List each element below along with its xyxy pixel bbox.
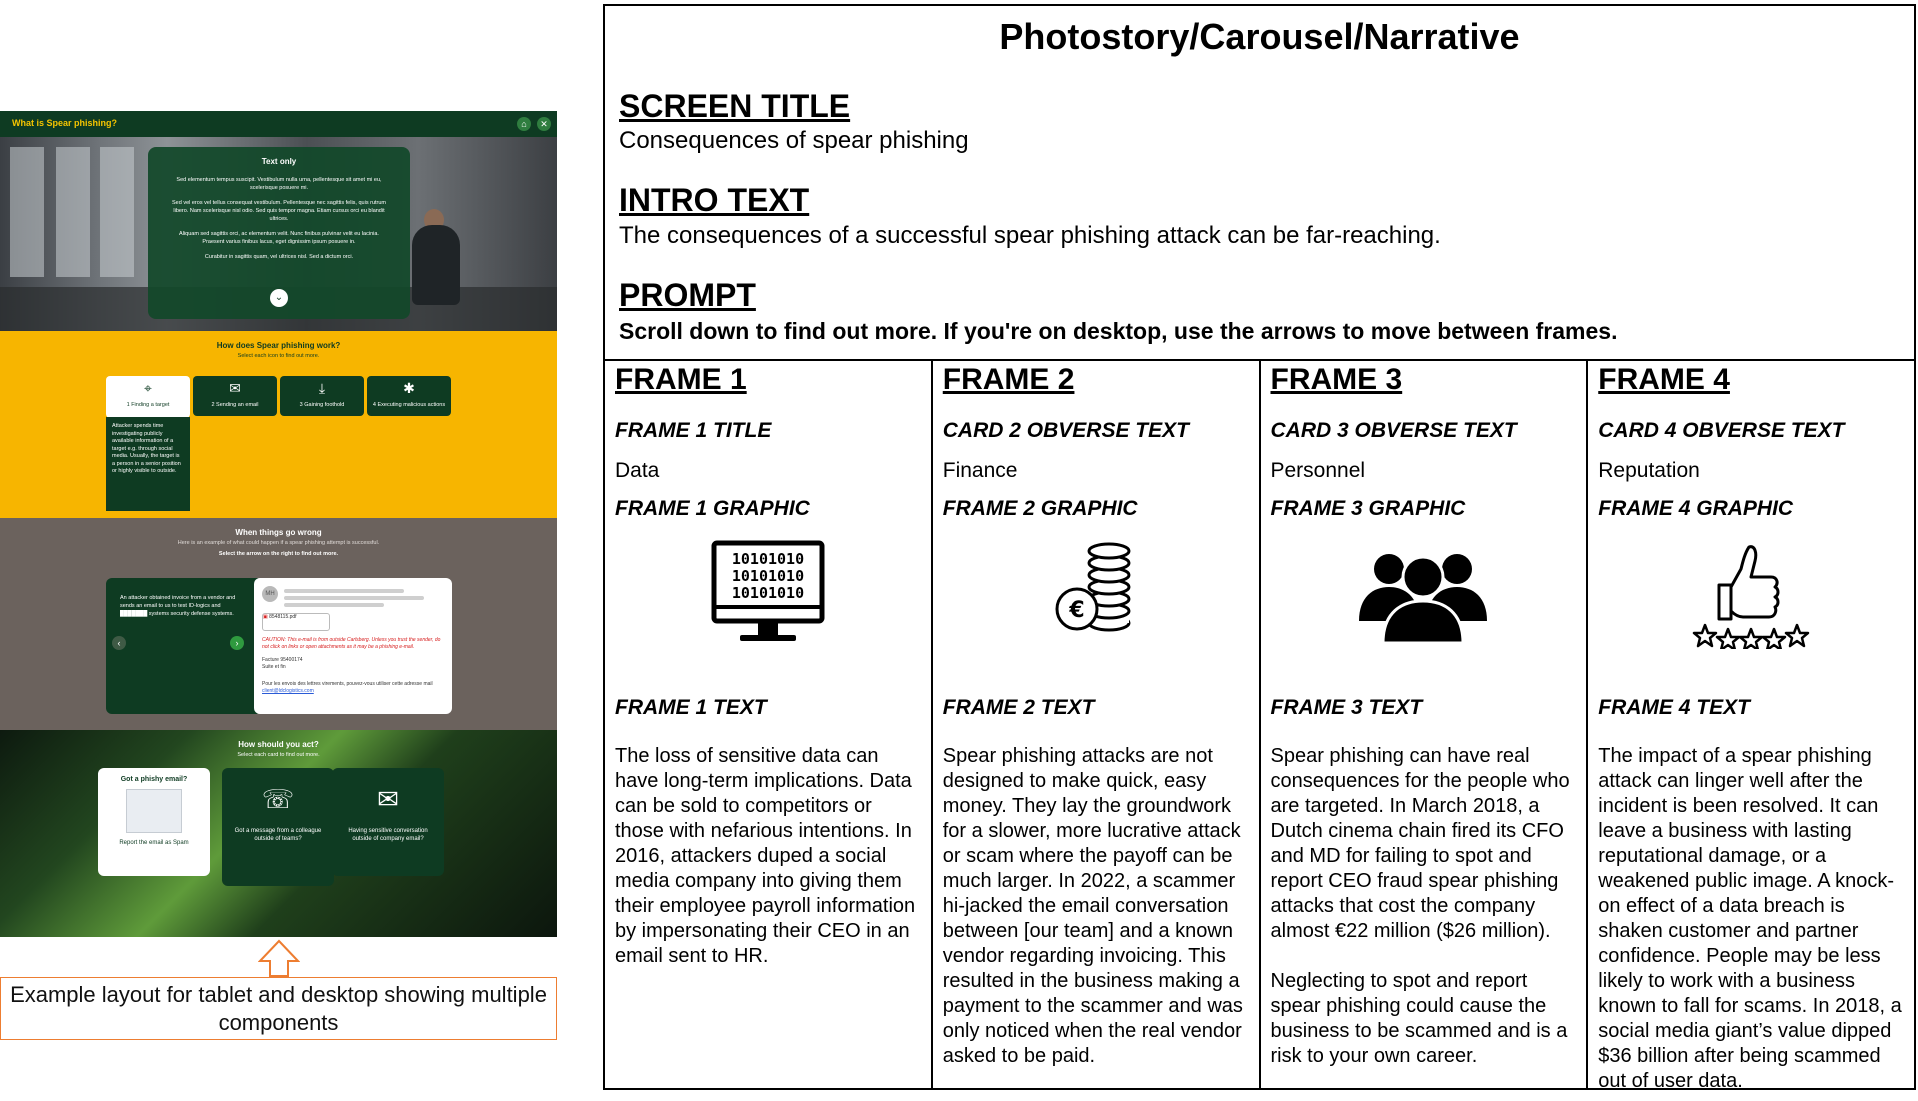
frame-heading: FRAME 4 (1598, 363, 1730, 396)
layout-mockup (0, 111, 557, 937)
tab-finding-target[interactable] (106, 376, 190, 418)
action-card-colleague-message[interactable] (222, 768, 334, 886)
frame-text-body (1271, 744, 1579, 1069)
scenario-text: An attacker obtained invoice from a vendor and sends an email to us to test ID-logics and ███████ systems security defense systems. (120, 595, 236, 617)
mockup-header (0, 111, 557, 137)
prompt-value: Scroll down to find out more. If you're on desktop, use the arrows to move between frames. (619, 318, 1618, 344)
email-footer-text: Pour les envois des lettres virements, pouvez-vous utiliser cette adresse mail (262, 681, 433, 687)
frame-text-body (943, 744, 1251, 1069)
when-things-go-wrong-section (0, 518, 557, 730)
frame-4-column (1588, 361, 1914, 1090)
svg-text:10101010: 10101010 (731, 567, 804, 585)
close-icon[interactable]: ✕ (537, 117, 551, 131)
binary-monitor-icon (605, 539, 931, 669)
frame-text-paragraph: The loss of sensitive data can have long-term implications. Data can be sold to competitors or those with nefarious intentions. In 2016, attackers duped a social media company into giving them their employee payroll information by impersonating their CEO in an email sent to HR. (615, 745, 916, 967)
chevron-down-icon[interactable]: ⌄ (270, 289, 288, 307)
tab-number: 3 (299, 402, 303, 408)
frame-3-column (1261, 361, 1589, 1090)
next-arrow-icon[interactable]: › (230, 636, 244, 650)
frame-title-value: Reputation (1598, 459, 1700, 482)
frame-title-value: Data (615, 459, 660, 482)
previous-arrow-icon[interactable]: ‹ (112, 636, 126, 650)
attachment-chip[interactable] (262, 613, 330, 631)
mockup-header-title: What is Spear phishing? (12, 118, 118, 128)
how-subheading: Select each icon to find out more. (237, 353, 320, 359)
euro-coins-icon (933, 539, 1259, 669)
frame-text-body (1598, 744, 1906, 1094)
frame-text-label: FRAME 2 TEXT (942, 696, 1095, 719)
redacted-line (284, 589, 404, 593)
action-card-label: Got a message from a colleague outside of teams? (234, 828, 322, 842)
hero-section (0, 137, 557, 331)
tab-label: Finding a target (131, 402, 170, 408)
wrong-instruction: Select the arrow on the right to find out more. (218, 551, 339, 557)
screen-title-value: Consequences of spear phishing (619, 127, 969, 154)
frame-title-label: CARD 4 OBVERSE TEXT (1598, 419, 1845, 442)
tab-label: Sending an email (216, 402, 259, 408)
tab-label: Executing malicious actions (377, 402, 446, 408)
how-should-you-act-section (0, 730, 557, 937)
frame-heading: FRAME 1 (615, 363, 747, 396)
frame-title-label: CARD 3 OBVERSE TEXT (1270, 419, 1517, 442)
paragraph-gap (1271, 944, 1579, 969)
redacted-line (284, 596, 424, 600)
spec-title: Photostory/Carousel/Narrative (999, 16, 1520, 57)
frame-text-label: FRAME 3 TEXT (1270, 696, 1423, 719)
frame-text-paragraph: The impact of a spear phishing attack can linger well after the incident is been resolved. It can leave a business with lasting reputational damage, or a weakened public image. A knock-on effect of a data breach is shaken customer and partner confidence. People may be less likely to work with a business known to fall for scams. In 2018, a social media giant’s value dipped $36 billion after being scammed out of user data. (1598, 745, 1902, 1092)
frame-title-value: Finance (942, 459, 1018, 482)
tab-gaining-foothold[interactable] (280, 376, 364, 416)
tab-number: 4 (372, 402, 376, 408)
hero-card-paragraph: Curabitur in sagittis quam, vel ultrices nisl. Sed a dictum orci. (204, 254, 354, 260)
spam-menu-image (126, 789, 182, 833)
envelope-icon: ✉ (229, 380, 241, 396)
frame-1-column (605, 361, 933, 1090)
envelopes-icon: ✉ (377, 784, 399, 814)
frame-heading: FRAME 3 (1270, 363, 1403, 396)
frame-text-paragraph: Spear phishing can have real consequences for the people who are targeted. In March 2018, a Dutch cinema chain fired its CFO and MD for failing to spot and report CEO fraud spear phishing attacks that cost the company almost €22 million ($26 million). (1270, 745, 1570, 942)
how-it-works-section (0, 331, 557, 518)
action-card-title: Got a phishy email? (120, 776, 188, 783)
mockup-caption: Example layout for tablet and desktop showing multiple components (0, 977, 557, 1040)
frame-text-label: FRAME 1 TEXT (615, 696, 767, 719)
frame-text-paragraph: Spear phishing attacks are not designed to make quick, easy money. They lay the groundwork for a slower, more lucrative attack or scam where the payoff can be much larger. In 2022, a scammer hi-jacked the email conversation between [our team] and a known vendor regarding invoicing. This resulted in the business making a payment to the scammer and was only noticed when the real vendor asked to be paid. (942, 745, 1243, 1067)
email-preview-card (254, 578, 452, 714)
spec-table (603, 4, 1916, 1090)
action-card-report-spam[interactable] (98, 768, 210, 876)
act-heading: How should you act? (238, 740, 319, 749)
bug-icon: ✱ (403, 380, 415, 396)
intro-value: The consequences of a successful spear phishing attack can be far-reaching. (619, 222, 1441, 249)
frame-graphic-label: FRAME 4 GRAPHIC (1598, 497, 1794, 520)
action-card-label: Report the email as Spam (119, 840, 189, 846)
frame-title-value: Personnel (1270, 459, 1366, 482)
wrong-subheading: Here is an example of what could happen if a spear phishing attempt is successful. (177, 540, 380, 546)
frame-graphic-label: FRAME 1 GRAPHIC (615, 497, 810, 520)
tab-label: Gaining foothold (304, 402, 345, 408)
crosshair-icon: ⌖ (144, 380, 152, 396)
frame-graphic-label: FRAME 2 GRAPHIC (942, 497, 1138, 520)
invoice-text: Facture 95400174 (262, 657, 303, 663)
frame-2-column (933, 361, 1261, 1090)
frame-text-paragraph: Neglecting to spot and report spear phishing could cause the business to be scammed and is a risk to your own career. (1270, 970, 1568, 1067)
window-image (56, 147, 90, 277)
window-image (10, 147, 44, 277)
people-group-icon (1261, 539, 1587, 669)
email-link[interactable]: client@ldclogistics.com (262, 688, 314, 694)
caution-text: CAUTION: This e-mail is from outside Carlsberg. Unless you trust the sender, do not click on links or open attachments as it may be a phishing e-mail. (262, 637, 441, 650)
hero-text-card (148, 147, 410, 319)
frame-title-label: FRAME 1 TITLE (615, 419, 772, 442)
svg-text:10101010: 10101010 (731, 550, 804, 568)
screen-title-label: SCREEN TITLE (619, 88, 851, 124)
home-icon[interactable]: ⌂ (517, 117, 531, 131)
act-subheading: Select each card to find out more. (237, 752, 320, 758)
frames-row (605, 359, 1914, 1090)
frame-text-body (615, 744, 923, 969)
arrow-up-icon (258, 939, 300, 977)
action-card-label: Having sensitive conversation outside of company email? (348, 828, 428, 842)
frame-heading: FRAME 2 (942, 363, 1075, 396)
pdf-icon: ▣ (263, 614, 268, 620)
action-card-sensitive-conversation[interactable] (332, 768, 444, 876)
avatar: MH (262, 586, 278, 602)
person-image (412, 225, 460, 305)
tab-sending-email[interactable] (193, 376, 277, 416)
frame-title-label: CARD 2 OBVERSE TEXT (942, 419, 1189, 442)
svg-text:€: € (1068, 598, 1085, 623)
tab-description: Attacker spends time investigating publicly available information of a target e.g. through social media. Usually, the target is a person in a senior position or highly visible to outside. (106, 417, 190, 511)
intro-label: INTRO TEXT (619, 182, 810, 218)
thumbs-up-stars-icon (1588, 539, 1914, 669)
chat-phone-icon: ☏ (261, 784, 295, 814)
prompt-label: PROMPT (619, 277, 756, 313)
hero-card-title: Text only (261, 157, 297, 166)
how-heading: How does Spear phishing work? (216, 341, 341, 350)
tab-number: 2 (211, 402, 215, 408)
redacted-line (284, 603, 384, 607)
window-image (100, 147, 134, 277)
svg-text:10101010: 10101010 (731, 584, 804, 602)
suite-text: Suite et fin (262, 664, 286, 670)
attachment-name: 8548115.pdf (269, 614, 297, 620)
hero-card-paragraph: Sed elementum tempus suscipit. Vestibulum nulla urna, pellentesque sit amet mi eu, scelerisque posuere mi. (176, 177, 382, 191)
hero-card-paragraph: Aliquam sed sagittis orci, ac elementum velit. Nunc finibus pulvinar velit eu lacinia. Praesent varius finibus lacus, eget dignissim ipsum posuere in. (179, 231, 379, 245)
tab-executing-actions[interactable] (367, 376, 451, 416)
wrong-heading: When things go wrong (235, 528, 322, 537)
frame-text-label: FRAME 4 TEXT (1598, 696, 1750, 719)
frame-graphic-label: FRAME 3 GRAPHIC (1270, 497, 1466, 520)
download-icon: ⤓ (318, 380, 326, 396)
tab-number: 1 (126, 402, 130, 408)
hero-card-paragraph: Sed vel eros vel tellus consequat vestibulum. Pellentesque nec sagittis felis, quis rutrum libero. Nam scelerisque nisl odio. Sed quis tempor magna. Etiam cursus orci eu blandit ultrices. (172, 200, 386, 222)
